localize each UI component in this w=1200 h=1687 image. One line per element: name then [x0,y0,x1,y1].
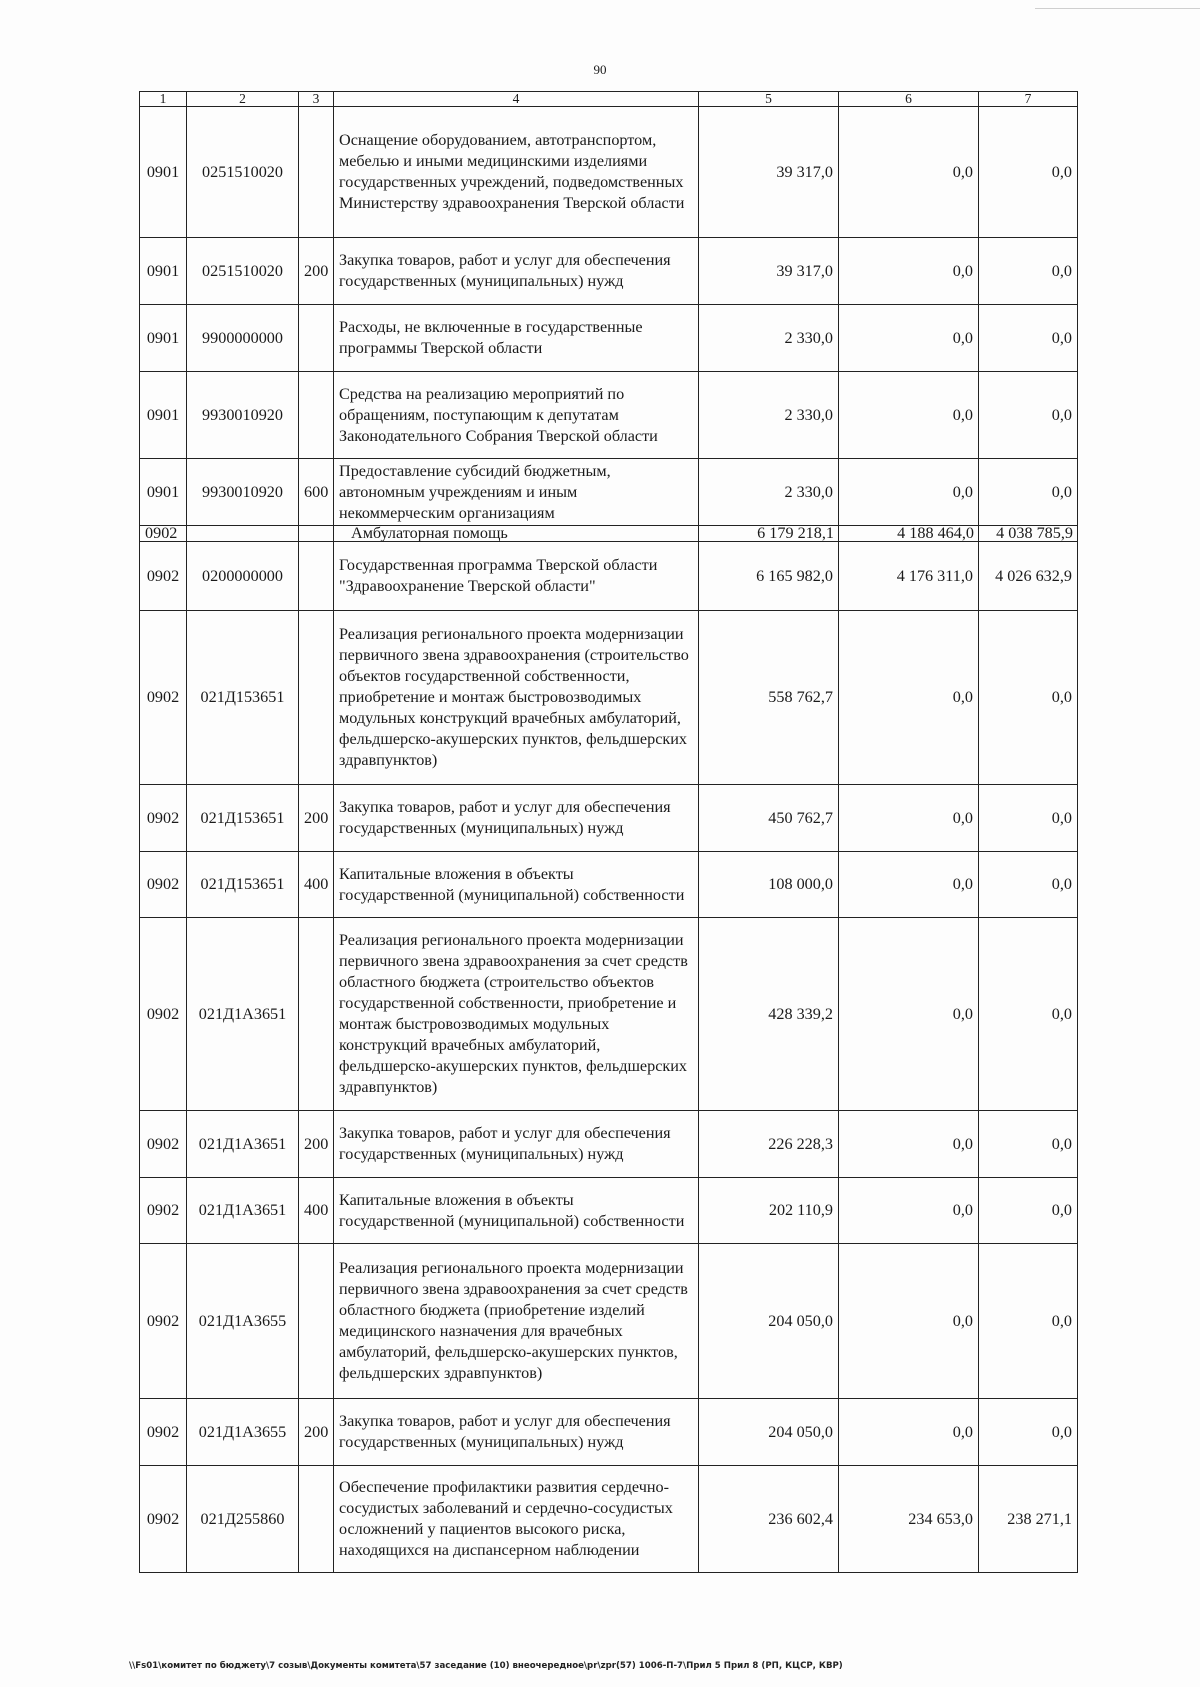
column-number: 4 [334,92,699,107]
target-article-code: 021Д1А3655 [187,1399,299,1466]
item-name: Закупка товаров, работ и услуг для обеспечения государственных (муниципальных) нужд [334,785,699,852]
amount-year-3: 0,0 [979,918,1078,1111]
budget-table [139,91,1078,1573]
amount-year-2: 4 176 311,0 [839,542,979,611]
table-row [140,852,1078,918]
expense-type-code [299,542,334,611]
amount-year-1: 39 317,0 [699,238,839,305]
section-code: 0901 [140,372,187,459]
amount-year-3: 0,0 [979,611,1078,785]
amount-year-2: 0,0 [839,1111,979,1178]
target-article-code: 021Д1А3651 [187,918,299,1111]
item-name: Обеспечение профилактики развития сердечно-сосудистых заболеваний и сердечно-сосудистых осложнений у пациентов высокого риска, находящихся на диспансерном наблюдении [334,1466,699,1573]
item-name: Капитальные вложения в объекты государственной (муниципальной) собственности [334,852,699,918]
amount-year-3: 4 026 632,9 [979,542,1078,611]
target-article-code: 021Д153651 [187,852,299,918]
expense-type-code: 200 [299,785,334,852]
expense-type-code: 600 [299,459,334,526]
section-code: 0902 [140,542,187,611]
table-row [140,1111,1078,1178]
section-code: 0902 [140,785,187,852]
table-row [140,542,1078,611]
table-row [140,918,1078,1111]
amount-year-3: 0,0 [979,238,1078,305]
amount-year-1: 6 165 982,0 [699,542,839,611]
amount-year-1: 6 179 218,1 [699,526,839,542]
amount-year-3: 0,0 [979,107,1078,238]
footer-file-path: \\Fs01\комитет по бюджету\7 созыв\Документы комитета\57 заседание (10) внеочередное\pr\zpr(57) 1006-П-7\Прил 5 Прил 8 (РП, КЦСР, КВР) [129,1661,843,1671]
item-name: Закупка товаров, работ и услуг для обеспечения государственных (муниципальных) нужд [334,238,699,305]
item-name: Реализация регионального проекта модернизации первичного звена здравоохранения (строительство объектов государственной собственности, приобретение и монтаж быстровозводимых модульных конструкций врачебных амбулаторий, фельдшерско-акушерских пунктов, фельдшерских здравпунктов) [334,611,699,785]
section-code: 0902 [140,1399,187,1466]
table-row [140,1244,1078,1399]
item-name: Закупка товаров, работ и услуг для обеспечения государственных (муниципальных) нужд [334,1399,699,1466]
page-number: 90 [593,62,607,77]
amount-year-2: 0,0 [839,918,979,1111]
table-row [140,1466,1078,1573]
column-number: 1 [140,92,187,107]
table-row [140,238,1078,305]
amount-year-2: 0,0 [839,459,979,526]
item-name: Оснащение оборудованием, автотранспортом, мебелью и иными медицинскими изделиями государственных учреждений, подведомственных Министерству здравоохранения Тверской области [334,107,699,238]
amount-year-3: 238 271,1 [979,1466,1078,1573]
amount-year-1: 236 602,4 [699,1466,839,1573]
expense-type-code [299,372,334,459]
expense-type-code: 200 [299,238,334,305]
amount-year-2: 4 188 464,0 [839,526,979,542]
expense-type-code [299,1244,334,1399]
target-article-code: 9930010920 [187,459,299,526]
expense-type-code: 400 [299,1178,334,1244]
table-row [140,459,1078,526]
amount-year-1: 2 330,0 [699,459,839,526]
target-article-code: 0251510020 [187,238,299,305]
table-row [140,526,1078,542]
amount-year-3: 0,0 [979,1111,1078,1178]
item-name: Реализация регионального проекта модернизации первичного звена здравоохранения за счет средств областного бюджета (строительство объектов государственной собственности, приобретение и монтаж быстровозводимых модульных конструкций врачебных амбулаторий, фельдшерско-акушерских пунктов, фельдшерских здравпунктов) [334,918,699,1111]
table-row [140,372,1078,459]
amount-year-2: 234 653,0 [839,1466,979,1573]
column-number-row [140,92,1078,107]
section-code: 0902 [140,526,187,542]
expense-type-code [299,305,334,372]
amount-year-3: 0,0 [979,785,1078,852]
target-article-code: 021Д1А3655 [187,1244,299,1399]
target-article-code: 021Д1А3651 [187,1111,299,1178]
amount-year-1: 39 317,0 [699,107,839,238]
target-article-code: 0200000000 [187,542,299,611]
target-article-code: 021Д153651 [187,785,299,852]
section-code: 0901 [140,107,187,238]
section-code: 0902 [140,611,187,785]
amount-year-1: 558 762,7 [699,611,839,785]
item-name: Средства на реализацию мероприятий по обращениям, поступающим к депутатам Законодательного Собрания Тверской области [334,372,699,459]
amount-year-3: 0,0 [979,372,1078,459]
amount-year-2: 0,0 [839,107,979,238]
column-number: 7 [979,92,1078,107]
column-number: 3 [299,92,334,107]
expense-type-code [299,918,334,1111]
expense-type-code: 400 [299,852,334,918]
table-row [140,305,1078,372]
expense-type-code [299,526,334,542]
amount-year-1: 450 762,7 [699,785,839,852]
amount-year-2: 0,0 [839,785,979,852]
amount-year-2: 0,0 [839,1178,979,1244]
amount-year-3: 0,0 [979,305,1078,372]
amount-year-3: 0,0 [979,1244,1078,1399]
section-code: 0902 [140,852,187,918]
amount-year-3: 4 038 785,9 [979,526,1078,542]
column-number: 5 [699,92,839,107]
amount-year-1: 204 050,0 [699,1399,839,1466]
amount-year-3: 0,0 [979,1399,1078,1466]
amount-year-1: 202 110,9 [699,1178,839,1244]
target-article-code: 021Д153651 [187,611,299,785]
amount-year-1: 226 228,3 [699,1111,839,1178]
column-number: 6 [839,92,979,107]
section-code: 0901 [140,238,187,305]
item-name: Реализация регионального проекта модернизации первичного звена здравоохранения за счет средств областного бюджета (приобретение изделий медицинского назначения для врачебных амбулаторий, фельдшерско-акушерских пунктов, фельдшерских здравпунктов) [334,1244,699,1399]
target-article-code: 021Д255860 [187,1466,299,1573]
expense-type-code: 200 [299,1111,334,1178]
amount-year-2: 0,0 [839,305,979,372]
amount-year-1: 108 000,0 [699,852,839,918]
table-row [140,785,1078,852]
amount-year-2: 0,0 [839,1399,979,1466]
target-article-code: 021Д1А3651 [187,1178,299,1244]
amount-year-1: 428 339,2 [699,918,839,1111]
amount-year-2: 0,0 [839,1244,979,1399]
target-article-code: 0251510020 [187,107,299,238]
target-article-code: 9930010920 [187,372,299,459]
item-name: Амбулаторная помощь [334,526,699,542]
expense-type-code [299,611,334,785]
amount-year-1: 2 330,0 [699,305,839,372]
amount-year-2: 0,0 [839,611,979,785]
amount-year-2: 0,0 [839,852,979,918]
amount-year-1: 204 050,0 [699,1244,839,1399]
section-code: 0902 [140,1178,187,1244]
section-code: 0902 [140,1244,187,1399]
section-code: 0902 [140,1466,187,1573]
item-name: Расходы, не включенные в государственные программы Тверской области [334,305,699,372]
item-name: Закупка товаров, работ и услуг для обеспечения государственных (муниципальных) нужд [334,1111,699,1178]
expense-type-code: 200 [299,1399,334,1466]
section-code: 0902 [140,918,187,1111]
amount-year-1: 2 330,0 [699,372,839,459]
column-number: 2 [187,92,299,107]
item-name: Предоставление субсидий бюджетным, автономным учреждениям и иным некоммерческим организациям [334,459,699,526]
item-name: Капитальные вложения в объекты государственной (муниципальной) собственности [334,1178,699,1244]
target-article-code [187,526,299,542]
amount-year-3: 0,0 [979,459,1078,526]
expense-type-code [299,1466,334,1573]
amount-year-2: 0,0 [839,238,979,305]
amount-year-2: 0,0 [839,372,979,459]
table-row [140,107,1078,238]
scan-edge-line [1035,8,1200,9]
amount-year-3: 0,0 [979,1178,1078,1244]
section-code: 0901 [140,305,187,372]
expense-type-code [299,107,334,238]
table-row [140,1178,1078,1244]
amount-year-3: 0,0 [979,852,1078,918]
table-row [140,1399,1078,1466]
item-name: Государственная программа Тверской области "Здравоохранение Тверской области" [334,542,699,611]
section-code: 0901 [140,459,187,526]
target-article-code: 9900000000 [187,305,299,372]
table-row [140,611,1078,785]
section-code: 0902 [140,1111,187,1178]
